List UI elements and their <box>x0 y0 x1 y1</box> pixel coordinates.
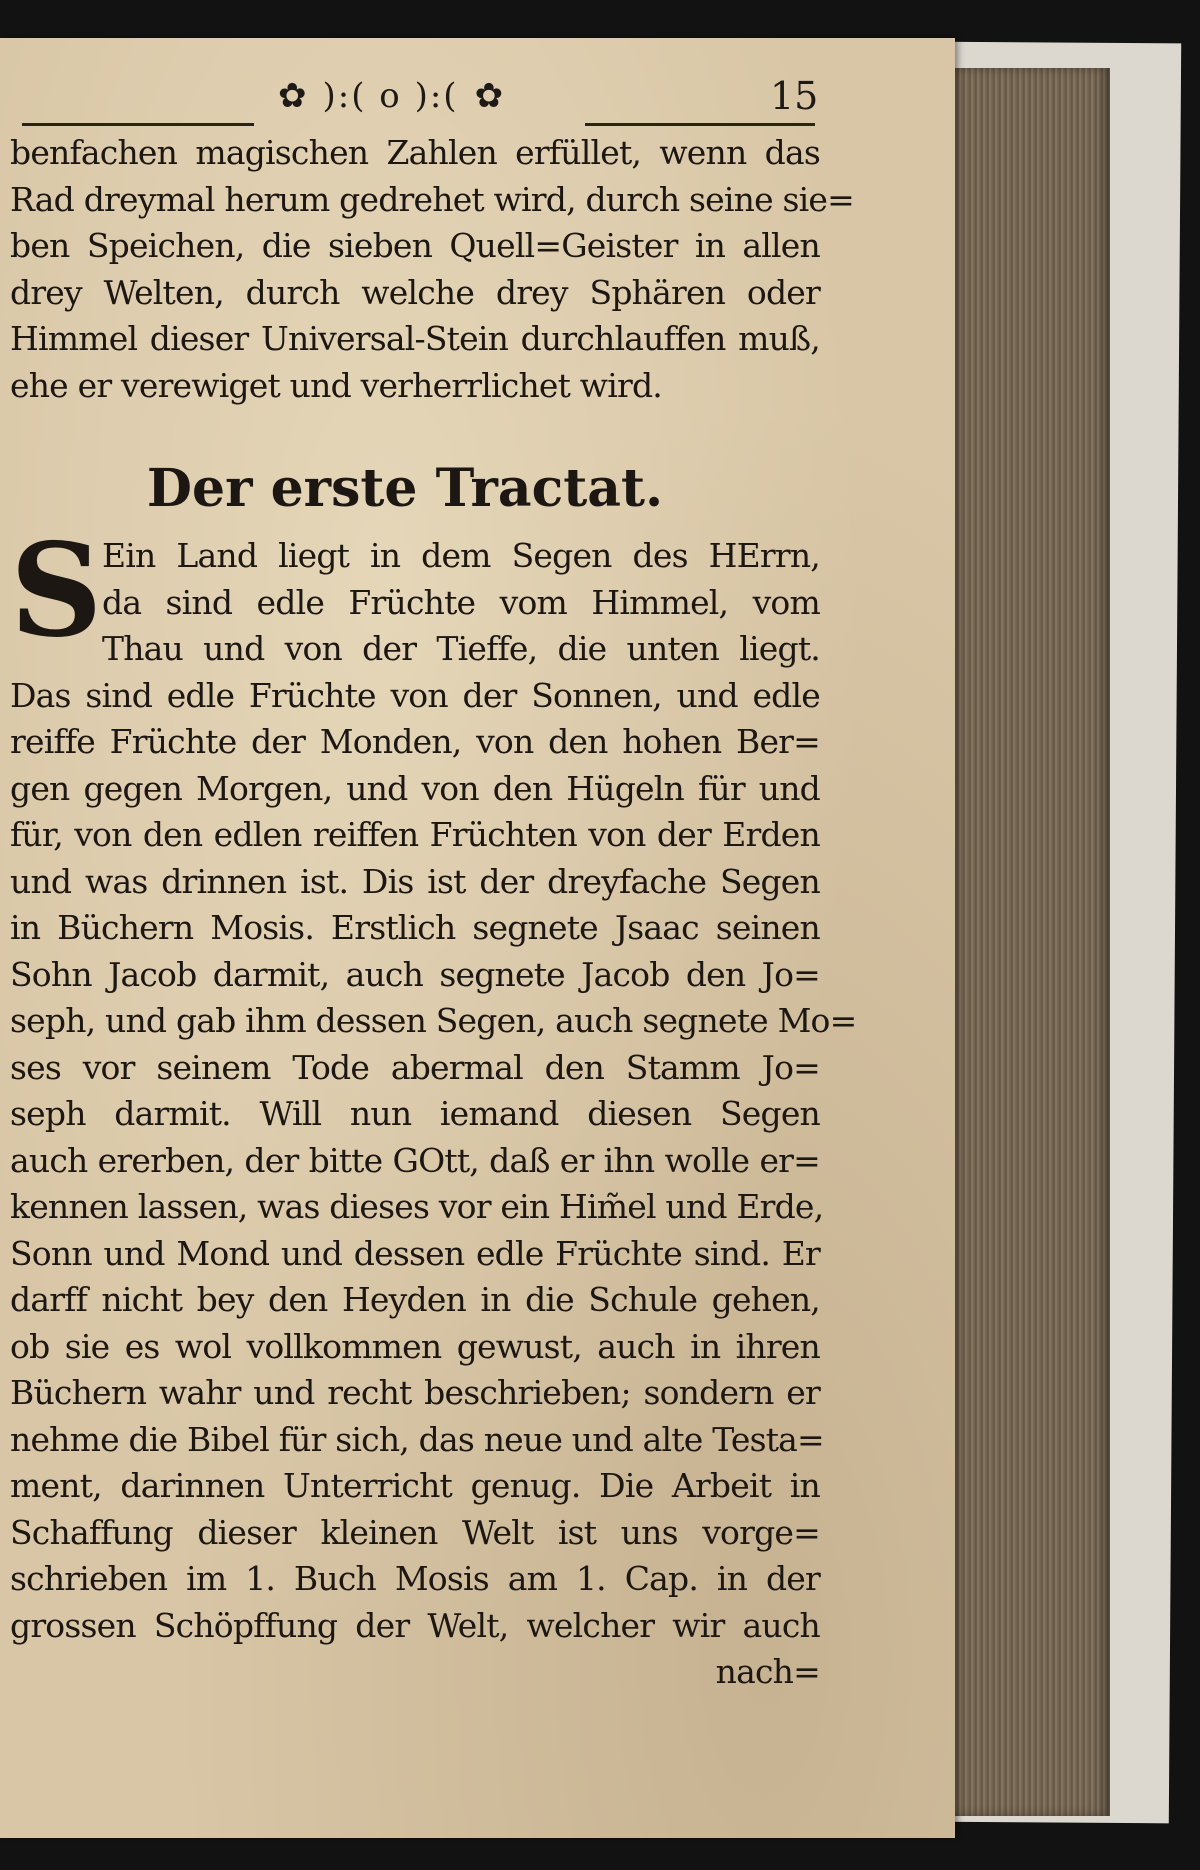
text-line: grossen Schöpffung der Welt, welcher wir auch <box>10 1605 820 1645</box>
text-line: für, von den edlen reiffen Früchten von der Erden <box>10 815 820 854</box>
ornament-right-icon: ✿ <box>474 76 504 116</box>
text-line: in Büchern Mosis. Erstlich segnete Jsaac seinen <box>10 908 820 947</box>
text-line: und was drinnen ist. Dis ist der dreyfache Segen <box>10 861 820 901</box>
text-line: drey Welten, durch welche drey Sphären oder <box>10 272 820 312</box>
text-line: ses vor seinem Tode abermal den Stamm Jo= <box>10 1047 820 1087</box>
running-head <box>278 68 503 124</box>
text-line: Das sind edle Früchte von der Sonnen, und edle <box>10 675 820 715</box>
section-heading: Der erste Tractat. <box>146 458 664 519</box>
section-body <box>10 516 857 1696</box>
text-line: auch ererben, der bitte GOtt, daß er ihn wolle er= <box>10 1140 820 1180</box>
text-line: da sind edle Früchte vom Himmel, vom <box>102 582 820 622</box>
text-line: kennen lassen, was dieses vor ein Him̃el und Erde, <box>10 1187 824 1226</box>
text-line: gen gegen Morgen, und von den Hügeln für und <box>10 768 820 808</box>
catchword: nach= <box>715 1652 820 1691</box>
page-edges <box>950 68 1110 1816</box>
text-line: schrieben im 1. Buch Mosis am 1. Cap. in der <box>10 1559 820 1598</box>
text-line: nehme die Bibel für sich, das neue und alte Testa= <box>10 1419 824 1459</box>
text-line: reiffe Früchte der Monden, von den hohen Ber= <box>10 722 820 761</box>
text-line: ehe er verewiget und verherrlichet wird. <box>10 365 662 405</box>
page-number: 15 <box>770 74 819 118</box>
ornament-left-icon: ✿ <box>278 76 307 116</box>
text-line: Thau und von der Tieffe, die unten liegt. <box>102 629 820 668</box>
text-line: Sonn und Mond und dessen edle Früchte sind. Er <box>10 1233 820 1273</box>
book-page <box>0 38 955 1838</box>
text-line: ben Speichen, die sieben Quell=Geister in allen <box>10 226 820 265</box>
text-line: Ein Land liegt in dem Segen des HErrn, <box>102 536 820 575</box>
text-line: benfachen magischen Zahlen erfüllet, wenn das <box>10 133 820 172</box>
text-line: seph darmit. Will nun iemand diesen Segen <box>10 1094 820 1133</box>
text-line: Büchern wahr und recht beschrieben; sondern er <box>10 1373 820 1412</box>
text-line: Rad dreymal herum gedrehet wird, durch seine sie= <box>10 179 855 219</box>
head-rule-left <box>22 123 254 126</box>
text-line: seph, und gab ihm dessen Segen, auch segnete Mo= <box>10 1001 857 1040</box>
text-line: ob sie es wol vollkommen gewust, auch in ihren <box>10 1326 820 1366</box>
head-rule-right <box>585 123 815 126</box>
text-line: Himmel dieser Universal-Stein durchlauffen muß, <box>10 319 820 358</box>
running-head-mark: ):( o ):( <box>322 76 459 116</box>
text-line: Sohn Jacob darmit, auch segnete Jacob den Jo= <box>10 954 820 994</box>
text-line: ment, darinnen Unterricht genug. Die Arbeit in <box>10 1466 820 1505</box>
text-line: darff nicht bey den Heyden in die Schule gehen, <box>10 1280 820 1319</box>
text-line: Schaffung dieser kleinen Welt ist uns vorge= <box>10 1512 820 1552</box>
continued-paragraph <box>10 130 855 409</box>
drop-initial: S <box>10 516 103 666</box>
